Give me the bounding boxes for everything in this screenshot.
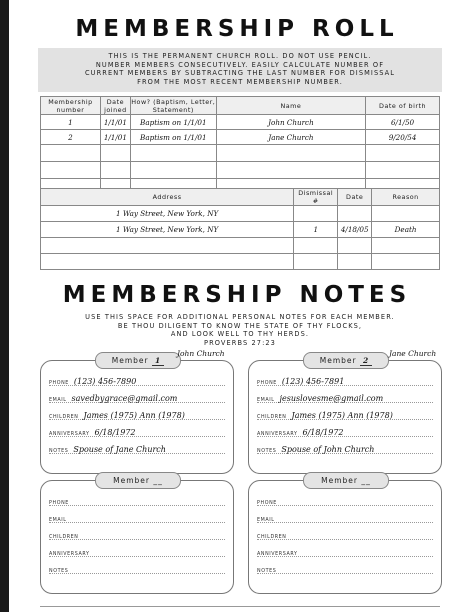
notes-label: NOTES <box>49 449 69 454</box>
address-dismissal-table <box>40 188 440 270</box>
notes-label: NOTES <box>257 569 277 574</box>
email-row[interactable] <box>257 388 433 403</box>
member-label: Member <box>321 476 358 485</box>
children-label: CHILDREN <box>257 535 287 540</box>
intro-banner <box>38 48 442 92</box>
cell-number[interactable] <box>41 162 101 179</box>
cell-address[interactable]: 1 Way Street, New York, NY <box>41 206 294 222</box>
anniversary-label: ANNIVERSARY <box>257 552 298 557</box>
notes-intro-line: PROVERBS 27:23 <box>204 338 276 347</box>
phone-value: (123) 456-7890 <box>73 377 137 386</box>
col-header-date-of-birth: Date of birth <box>366 97 440 115</box>
cell-dob[interactable] <box>366 162 440 179</box>
phone-label: PHONE <box>49 381 69 386</box>
notes-title: MEMBERSHIP NOTES <box>62 282 412 308</box>
col-header-name: Name <box>216 97 365 115</box>
cell-address[interactable] <box>41 254 294 270</box>
anniversary-row[interactable] <box>257 422 433 437</box>
notes-value: Spouse of Jane Church <box>73 445 166 454</box>
anniversary-row[interactable] <box>49 542 225 557</box>
phone-label: PHONE <box>257 501 277 506</box>
member-card <box>40 349 234 474</box>
cell-reason[interactable] <box>372 206 440 222</box>
member-label: Member <box>111 356 149 365</box>
cell-reason[interactable] <box>372 254 440 270</box>
cell-dob[interactable] <box>366 145 440 162</box>
membership-roll-table <box>40 96 440 196</box>
cell-dismissal[interactable] <box>294 254 338 270</box>
children-value: James (1975) Ann (1978) <box>291 411 393 420</box>
cell-date[interactable] <box>338 254 372 270</box>
member-label: Member <box>319 356 357 365</box>
table-row <box>41 115 440 130</box>
children-row[interactable] <box>257 525 433 540</box>
bottom-rule <box>40 606 440 607</box>
col-header-how: How? (Baptism, Letter, Statement) <box>131 97 216 114</box>
intro-line: CURRENT MEMBERS BY SUBTRACTING THE LAST NUMBER FOR DISMISSAL <box>84 69 396 78</box>
table-row <box>41 206 440 222</box>
table-row <box>41 145 440 162</box>
member-label: Member <box>113 476 150 485</box>
cell-date[interactable] <box>338 206 372 222</box>
table-row <box>41 162 440 179</box>
cell-dob[interactable]: 9/20/54 <box>366 130 440 145</box>
anniversary-row[interactable] <box>49 422 225 437</box>
member-card <box>248 349 442 474</box>
phone-row[interactable] <box>257 371 433 386</box>
intro-line: THIS IS THE PERMANENT CHURCH ROLL. DO NOT USE PENCIL. <box>108 52 372 60</box>
email-label: EMAIL <box>257 398 275 403</box>
col-header-date: Date <box>338 189 372 206</box>
cell-how[interactable] <box>130 145 216 162</box>
cell-date-joined[interactable]: 1/1/01 <box>100 130 130 145</box>
notes-value: Spouse of John Church <box>281 445 375 454</box>
cell-date-joined[interactable] <box>100 162 130 179</box>
member-number[interactable]: __ <box>361 476 371 485</box>
phone-label: PHONE <box>49 501 69 506</box>
phone-label: PHONE <box>257 381 277 386</box>
cell-name[interactable]: John Church <box>216 115 365 130</box>
email-row[interactable] <box>257 508 433 523</box>
member-tab <box>303 472 389 489</box>
email-value: jesuslovesme@gmail.com <box>279 394 384 403</box>
children-label: CHILDREN <box>49 535 79 540</box>
table-header-row <box>41 97 440 115</box>
cell-dob[interactable]: 6/1/50 <box>366 115 440 130</box>
member-number[interactable]: 2 <box>360 356 372 366</box>
notes-label: NOTES <box>257 449 277 454</box>
member-number[interactable]: 1 <box>152 356 164 366</box>
cell-date-joined[interactable]: 1/1/01 <box>100 115 130 130</box>
notes-row[interactable] <box>257 439 433 454</box>
cell-number[interactable] <box>41 145 101 162</box>
anniversary-value: 6/18/1972 <box>302 428 344 437</box>
cell-dismissal[interactable] <box>294 238 338 254</box>
anniversary-label: ANNIVERSARY <box>49 552 90 557</box>
cell-number[interactable]: 2 <box>41 130 101 145</box>
cell-date[interactable]: 4/18/05 <box>338 222 372 238</box>
email-label: EMAIL <box>257 518 275 523</box>
table-row <box>41 254 440 270</box>
cell-number[interactable]: 1 <box>41 115 101 130</box>
cell-how[interactable] <box>130 162 216 179</box>
cell-reason[interactable]: Death <box>372 222 440 238</box>
phone-row[interactable] <box>257 491 433 506</box>
member-name[interactable]: John Church <box>177 349 225 358</box>
member-card <box>248 476 442 594</box>
cell-name[interactable]: Jane Church <box>216 130 365 145</box>
notes-intro-line: BE THOU DILIGENT TO KNOW THE STATE OF THY FLOCKS, <box>117 321 363 330</box>
notes-row[interactable] <box>49 559 225 574</box>
table-header-row <box>41 189 440 206</box>
col-header-reason: Reason <box>372 189 440 206</box>
notes-row[interactable] <box>49 439 225 454</box>
notes-intro <box>38 310 442 349</box>
cell-address[interactable] <box>41 238 294 254</box>
table-row <box>41 130 440 145</box>
cell-date-joined[interactable] <box>100 145 130 162</box>
cell-reason[interactable] <box>372 238 440 254</box>
intro-line: FROM THE MOST RECENT MEMBERSHIP NUMBER. <box>137 77 343 86</box>
table-row <box>41 222 440 238</box>
col-header-dismissal: Dismissal # <box>294 189 338 206</box>
children-label: CHILDREN <box>49 415 79 420</box>
col-header-address: Address <box>41 189 294 206</box>
cell-address[interactable]: 1 Way Street, New York, NY <box>41 222 294 238</box>
children-row[interactable] <box>49 525 225 540</box>
member-tab <box>95 352 181 369</box>
cell-dismissal[interactable] <box>294 206 338 222</box>
cell-date[interactable] <box>338 238 372 254</box>
children-row[interactable] <box>49 405 225 420</box>
cell-dismissal[interactable]: 1 <box>294 222 338 238</box>
member-number[interactable]: __ <box>153 476 163 485</box>
children-label: CHILDREN <box>257 415 287 420</box>
intro-line: NUMBER MEMBERS CONSECUTIVELY. EASILY CALCULATE NUMBER OF <box>95 60 385 69</box>
phone-row[interactable] <box>49 491 225 506</box>
cell-how[interactable]: Baptism on 1/1/01 <box>130 115 216 130</box>
member-card <box>40 476 234 594</box>
email-label: EMAIL <box>49 398 67 403</box>
email-row[interactable] <box>49 388 225 403</box>
anniversary-value: 6/18/1972 <box>94 428 136 437</box>
email-value: savedbygrace@gmail.com <box>71 394 178 403</box>
notes-row[interactable] <box>257 559 433 574</box>
cell-how[interactable]: Baptism on 1/1/01 <box>130 130 216 145</box>
email-label: EMAIL <box>49 518 67 523</box>
phone-row[interactable] <box>49 371 225 386</box>
phone-value: (123) 456-7891 <box>281 377 345 386</box>
anniversary-label: ANNIVERSARY <box>49 432 90 437</box>
children-row[interactable] <box>257 405 433 420</box>
cell-name[interactable] <box>216 162 365 179</box>
table-row <box>41 238 440 254</box>
member-tab <box>303 352 389 369</box>
notes-intro-line: AND LOOK WELL TO THY HERDS. <box>170 330 310 339</box>
page-title: MEMBERSHIP ROLL <box>75 16 399 42</box>
notes-intro-line: USE THIS SPACE FOR ADDITIONAL PERSONAL NOTES FOR EACH MEMBER. <box>85 313 395 321</box>
notes-label: NOTES <box>49 569 69 574</box>
email-row[interactable] <box>49 508 225 523</box>
col-header-date-joined: Date joined <box>100 97 130 115</box>
col-header-membership-number: Membership number <box>41 97 101 115</box>
member-name[interactable]: Jane Church <box>389 349 437 358</box>
anniversary-label: ANNIVERSARY <box>257 432 298 437</box>
anniversary-row[interactable] <box>257 542 433 557</box>
cell-name[interactable] <box>216 145 365 162</box>
member-tab <box>95 472 181 489</box>
children-value: James (1975) Ann (1978) <box>83 411 185 420</box>
